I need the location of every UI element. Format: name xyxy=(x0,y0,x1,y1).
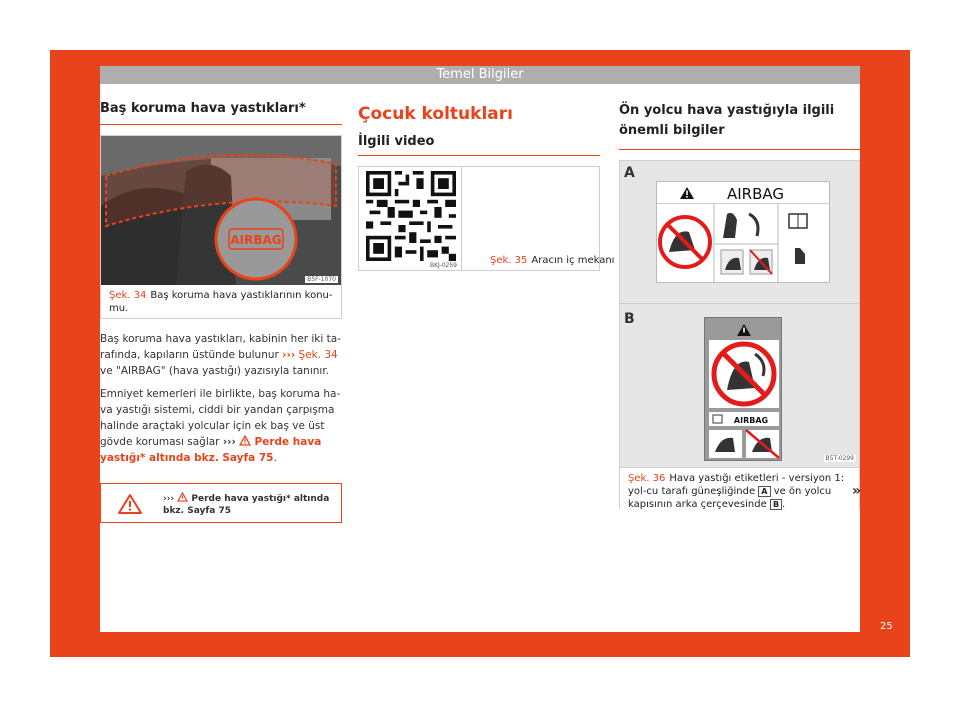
qr-code-area[interactable] xyxy=(359,167,462,270)
airbag-label-text: AIRBAG xyxy=(727,185,785,203)
figure-caption-area xyxy=(620,467,862,510)
figure-code: BKJ-0259 xyxy=(429,262,457,269)
section-title: Ön yolcu hava yastığıyla ilgili önemli bilgiler xyxy=(619,103,835,138)
caption-label: Şek. 34 xyxy=(109,290,147,301)
car-interior-illustration xyxy=(101,136,341,285)
figure-caption xyxy=(490,255,614,266)
caption-label: Şek. 35 xyxy=(490,255,528,266)
figure-letter-a: A xyxy=(624,165,635,181)
warning-triangle-icon xyxy=(177,494,188,504)
label-a-header xyxy=(657,182,829,204)
warning-triangle-icon xyxy=(117,493,143,519)
airbag-sticker-text: AIRBAG xyxy=(733,416,769,425)
ref-arrow: ››› xyxy=(282,349,296,361)
subsection-title: İlgili video xyxy=(358,134,435,149)
figure-code: B5F-1070 xyxy=(307,276,336,283)
paragraph-2: Emniyet kemerleri ile birlikte, baş koruma ha-va yastığı sistemi, ciddi bir yandan çarpışma halinde araçtaki yolcular için ek baş ve üst gövde koruması sağlar ››› Perde hava yastığı* altında bkz. Sayfa 75. xyxy=(100,388,341,464)
figure-caption: Şek. 36 Hava yastığı etiketleri - versiyon 1: yol-cu tarafı güneşliğinde A ve ön yolcu kapısının arka çerçevesinde B . xyxy=(628,473,845,510)
airbag-emblem-text: AIRBAG xyxy=(230,233,282,247)
warning-box xyxy=(100,483,342,523)
airbag-label-b xyxy=(704,317,782,461)
figure-36 xyxy=(619,160,860,509)
warning-link[interactable]: Perde hava yastığı* altında xyxy=(191,494,330,504)
figure-34-image xyxy=(101,136,341,285)
child-seat-prohibition-pictograms xyxy=(657,204,829,282)
door-frame-airbag-sticker xyxy=(705,318,783,462)
key-b-badge: B xyxy=(770,499,782,510)
column-passenger-airbag xyxy=(619,84,860,509)
figure-divider xyxy=(620,303,859,304)
figure-35 xyxy=(358,166,615,271)
figure-ref-link[interactable]: Şek. 34 xyxy=(298,349,338,361)
warning-triangle-icon xyxy=(239,436,251,448)
page-number: 25 xyxy=(880,621,893,632)
column-head-airbags xyxy=(100,84,342,523)
warning-ref-link[interactable]: Perde hava yastığı* altında bkz. Sayfa 75 xyxy=(100,436,322,464)
continue-arrow-icon: » xyxy=(852,483,862,499)
figure-34 xyxy=(100,135,342,319)
qr-code-icon[interactable] xyxy=(366,171,456,261)
column-child-seats xyxy=(358,84,615,271)
warning-triangle-icon xyxy=(679,186,695,200)
chapter-title: Çocuk koltukları xyxy=(358,104,513,124)
figure-caption xyxy=(101,285,341,321)
section-rule xyxy=(619,149,860,150)
caption-text: Aracın iç mekanı xyxy=(531,255,615,266)
figure-code: B5T-0299 xyxy=(825,455,854,462)
ref-arrow: ››› xyxy=(222,436,236,448)
caption-label: Şek. 36 xyxy=(628,473,666,484)
paragraph-1: Baş koruma hava yastıkları, kabinin her iki ta-rafında, kapıların üstünde bulunur ››› Şek. 34 ve "AIRBAG" (hava yastığı) yazısıyla tanınır. xyxy=(100,333,341,377)
caption-text: Baş koruma hava yastıklarının konu-mu. xyxy=(109,290,333,314)
section-title: Baş koruma hava yastıkları* xyxy=(100,101,306,116)
key-a-badge: A xyxy=(758,486,770,497)
section-rule xyxy=(100,124,342,125)
warning-text: ››› Perde hava yastığı* altında bkz. Sayfa 75 xyxy=(163,494,330,516)
figure-letter-b: B xyxy=(624,311,635,327)
running-header: Temel Bilgiler xyxy=(100,66,860,84)
airbag-label-a xyxy=(656,181,830,283)
section-rule xyxy=(358,155,600,156)
